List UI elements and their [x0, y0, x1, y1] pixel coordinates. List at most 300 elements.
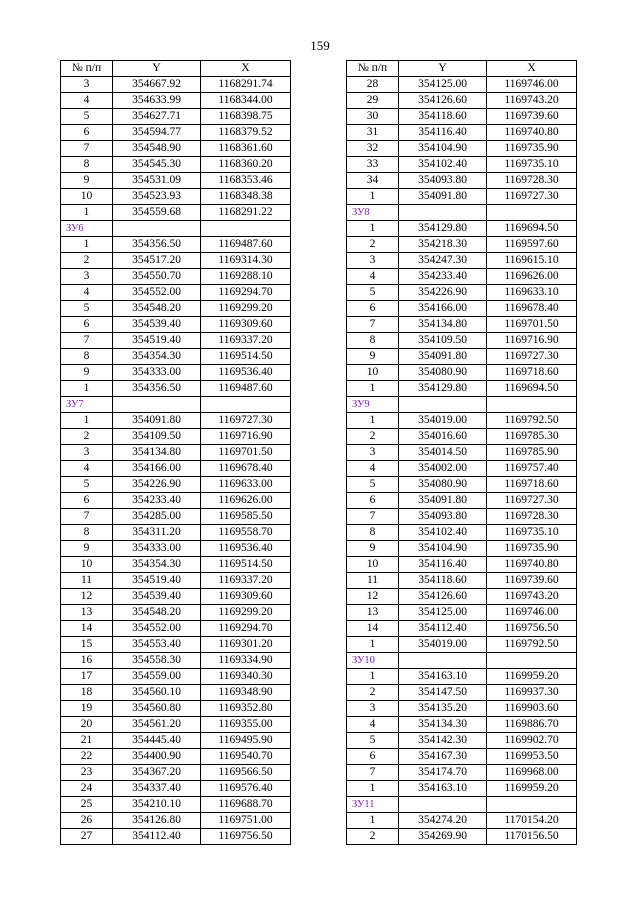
y-coordinate-cell: 354125.00	[399, 77, 487, 93]
point-number-cell: 8	[61, 525, 113, 541]
y-coordinate-cell: 354561.20	[113, 717, 201, 733]
x-coordinate-cell: 1169633.10	[487, 285, 577, 301]
x-coordinate-cell: 1169792.50	[487, 413, 577, 429]
table-row	[347, 477, 577, 493]
point-number-cell: 13	[347, 605, 399, 621]
empty-cell	[399, 205, 487, 221]
y-coordinate-cell: 354627.71	[113, 109, 201, 125]
table-row	[61, 653, 291, 669]
point-number-cell: 3	[61, 269, 113, 285]
point-number-cell: 8	[347, 333, 399, 349]
table-row	[61, 157, 291, 173]
y-coordinate-cell: 354080.90	[399, 365, 487, 381]
y-coordinate-cell: 354091.80	[399, 349, 487, 365]
section-label: ЗУ11	[347, 797, 399, 813]
section-header-row	[61, 397, 291, 413]
section-header-row	[347, 205, 577, 221]
point-number-cell: 6	[61, 125, 113, 141]
table-row	[61, 301, 291, 317]
table-row	[61, 605, 291, 621]
y-coordinate-cell: 354166.00	[113, 461, 201, 477]
x-coordinate-cell: 1170156.50	[487, 829, 577, 845]
x-coordinate-cell: 1169740.80	[487, 125, 577, 141]
x-coordinate-cell: 1169756.50	[487, 621, 577, 637]
table-row	[61, 205, 291, 221]
y-coordinate-cell: 354445.40	[113, 733, 201, 749]
point-number-cell: 31	[347, 125, 399, 141]
empty-cell	[399, 653, 487, 669]
point-number-cell: 14	[61, 621, 113, 637]
y-coordinate-cell: 354539.40	[113, 317, 201, 333]
table-row	[61, 477, 291, 493]
x-coordinate-cell: 1168361.60	[201, 141, 291, 157]
y-coordinate-cell: 354109.50	[399, 333, 487, 349]
point-number-cell: 3	[347, 701, 399, 717]
x-coordinate-cell: 1169728.30	[487, 509, 577, 525]
section-header-row	[347, 797, 577, 813]
y-coordinate-cell: 354548.90	[113, 141, 201, 157]
y-coordinate-cell: 354233.40	[399, 269, 487, 285]
x-coordinate-cell: 1169633.00	[201, 477, 291, 493]
table-row	[61, 109, 291, 125]
y-coordinate-cell: 354354.30	[113, 349, 201, 365]
y-coordinate-cell: 354311.20	[113, 525, 201, 541]
x-coordinate-cell: 1169337.20	[201, 573, 291, 589]
section-label: ЗУ10	[347, 653, 399, 669]
point-number-cell: 7	[61, 333, 113, 349]
point-number-cell: 23	[61, 765, 113, 781]
table-row	[61, 685, 291, 701]
x-coordinate-cell: 1169959.20	[487, 781, 577, 797]
table-row	[347, 541, 577, 557]
x-coordinate-cell: 1169597.60	[487, 237, 577, 253]
table-row	[347, 557, 577, 573]
table-row	[61, 701, 291, 717]
table-row	[61, 413, 291, 429]
x-coordinate-cell: 1169727.30	[487, 189, 577, 205]
point-number-cell: 2	[347, 237, 399, 253]
table-row	[347, 189, 577, 205]
table-row	[347, 365, 577, 381]
x-coordinate-cell: 1170154.20	[487, 813, 577, 829]
table-row	[347, 301, 577, 317]
x-coordinate-cell: 1169314.30	[201, 253, 291, 269]
y-coordinate-cell: 354285.00	[113, 509, 201, 525]
page-number: 159	[310, 38, 330, 53]
point-number-cell: 9	[61, 365, 113, 381]
table-row	[347, 93, 577, 109]
point-number-cell: 5	[61, 109, 113, 125]
point-number-cell: 4	[61, 93, 113, 109]
x-coordinate-cell: 1169718.60	[487, 477, 577, 493]
x-coordinate-cell: 1169337.20	[201, 333, 291, 349]
point-number-cell: 1	[61, 237, 113, 253]
point-number-cell: 11	[347, 573, 399, 589]
table-row	[347, 333, 577, 349]
y-coordinate-cell: 354367.20	[113, 765, 201, 781]
table-row	[61, 733, 291, 749]
y-coordinate-cell: 354356.50	[113, 381, 201, 397]
point-number-cell: 2	[347, 685, 399, 701]
point-number-cell: 9	[347, 349, 399, 365]
y-coordinate-cell: 354594.77	[113, 125, 201, 141]
x-coordinate-cell: 1169678.40	[201, 461, 291, 477]
point-number-cell: 10	[61, 189, 113, 205]
x-coordinate-cell: 1169735.90	[487, 141, 577, 157]
y-coordinate-cell: 354337.40	[113, 781, 201, 797]
y-coordinate-cell: 354166.00	[399, 301, 487, 317]
table-row	[347, 125, 577, 141]
y-coordinate-cell: 354558.30	[113, 653, 201, 669]
y-coordinate-cell: 354552.00	[113, 621, 201, 637]
coordinates-table-left	[60, 60, 291, 845]
table-row	[347, 813, 577, 829]
x-coordinate-cell: 1169558.70	[201, 525, 291, 541]
table-row	[347, 413, 577, 429]
x-coordinate-cell: 1168360.20	[201, 157, 291, 173]
y-coordinate-cell: 354104.90	[399, 541, 487, 557]
table-row	[347, 717, 577, 733]
table-row	[61, 317, 291, 333]
x-coordinate-cell: 1169626.00	[487, 269, 577, 285]
x-coordinate-cell: 1169716.90	[201, 429, 291, 445]
y-coordinate-cell: 354539.40	[113, 589, 201, 605]
x-coordinate-cell: 1169536.40	[201, 541, 291, 557]
table-row	[347, 109, 577, 125]
point-number-cell: 8	[347, 525, 399, 541]
table-row	[61, 749, 291, 765]
y-coordinate-cell: 354002.00	[399, 461, 487, 477]
point-number-cell: 2	[61, 253, 113, 269]
table-row	[61, 141, 291, 157]
x-coordinate-cell: 1169902.70	[487, 733, 577, 749]
table-row	[61, 829, 291, 845]
y-coordinate-cell: 354126.60	[399, 589, 487, 605]
column-header-x: X	[487, 61, 577, 77]
y-coordinate-cell: 354559.68	[113, 205, 201, 221]
point-number-cell: 5	[347, 477, 399, 493]
point-number-cell: 29	[347, 93, 399, 109]
y-coordinate-cell: 354559.00	[113, 669, 201, 685]
point-number-cell: 6	[347, 749, 399, 765]
x-coordinate-cell: 1169746.00	[487, 605, 577, 621]
table-row	[61, 173, 291, 189]
point-number-cell: 24	[61, 781, 113, 797]
x-coordinate-cell: 1169743.20	[487, 589, 577, 605]
x-coordinate-cell: 1169740.80	[487, 557, 577, 573]
y-coordinate-cell: 354550.70	[113, 269, 201, 285]
table-row	[347, 141, 577, 157]
point-number-cell: 9	[61, 173, 113, 189]
x-coordinate-cell: 1169309.60	[201, 589, 291, 605]
y-coordinate-cell: 354129.80	[399, 381, 487, 397]
x-coordinate-cell: 1169294.70	[201, 621, 291, 637]
table-row	[61, 333, 291, 349]
point-number-cell: 3	[347, 253, 399, 269]
y-coordinate-cell: 354333.00	[113, 365, 201, 381]
y-coordinate-cell: 354093.80	[399, 509, 487, 525]
x-coordinate-cell: 1169785.90	[487, 445, 577, 461]
x-coordinate-cell: 1169937.30	[487, 685, 577, 701]
point-number-cell: 4	[347, 717, 399, 733]
table-row	[347, 829, 577, 845]
x-coordinate-cell: 1169301.20	[201, 637, 291, 653]
point-number-cell: 8	[61, 157, 113, 173]
x-coordinate-cell: 1169566.50	[201, 765, 291, 781]
point-number-cell: 22	[61, 749, 113, 765]
point-number-cell: 7	[347, 765, 399, 781]
point-number-cell: 1	[347, 669, 399, 685]
table-row	[347, 237, 577, 253]
table-row	[61, 253, 291, 269]
point-number-cell: 7	[61, 141, 113, 157]
y-coordinate-cell: 354519.40	[113, 333, 201, 349]
section-label: ЗУ6	[61, 221, 113, 237]
point-number-cell: 9	[61, 541, 113, 557]
table-row	[61, 541, 291, 557]
y-coordinate-cell: 354112.40	[113, 829, 201, 845]
column-header-number: № п/п	[347, 61, 399, 77]
y-coordinate-cell: 354226.90	[399, 285, 487, 301]
y-coordinate-cell: 354019.00	[399, 413, 487, 429]
point-number-cell: 28	[347, 77, 399, 93]
table-row	[61, 285, 291, 301]
x-coordinate-cell: 1169746.00	[487, 77, 577, 93]
x-coordinate-cell: 1169739.60	[487, 109, 577, 125]
x-coordinate-cell: 1169678.40	[487, 301, 577, 317]
y-coordinate-cell: 354102.40	[399, 525, 487, 541]
y-coordinate-cell: 354519.40	[113, 573, 201, 589]
x-coordinate-cell: 1169727.30	[201, 413, 291, 429]
y-coordinate-cell: 354134.80	[113, 445, 201, 461]
x-coordinate-cell: 1169739.60	[487, 573, 577, 589]
table-row	[61, 429, 291, 445]
x-coordinate-cell: 1169701.50	[201, 445, 291, 461]
section-label: ЗУ9	[347, 397, 399, 413]
x-coordinate-cell: 1169688.70	[201, 797, 291, 813]
y-coordinate-cell: 354102.40	[399, 157, 487, 173]
table-row	[347, 573, 577, 589]
table-row	[61, 621, 291, 637]
table-row	[61, 349, 291, 365]
point-number-cell: 7	[61, 509, 113, 525]
point-number-cell: 8	[61, 349, 113, 365]
point-number-cell: 14	[347, 621, 399, 637]
point-number-cell: 1	[347, 413, 399, 429]
x-coordinate-cell: 1169495.90	[201, 733, 291, 749]
x-coordinate-cell: 1169309.60	[201, 317, 291, 333]
table-row	[61, 573, 291, 589]
y-coordinate-cell: 354134.30	[399, 717, 487, 733]
y-coordinate-cell: 354531.09	[113, 173, 201, 189]
y-coordinate-cell: 354274.20	[399, 813, 487, 829]
point-number-cell: 3	[61, 77, 113, 93]
x-coordinate-cell: 1168348.38	[201, 189, 291, 205]
column-header-number: № п/п	[61, 61, 113, 77]
y-coordinate-cell: 354112.40	[399, 621, 487, 637]
point-number-cell: 6	[61, 317, 113, 333]
x-coordinate-cell: 1168353.46	[201, 173, 291, 189]
table-row	[61, 637, 291, 653]
x-coordinate-cell: 1169355.00	[201, 717, 291, 733]
x-coordinate-cell: 1169792.50	[487, 637, 577, 653]
point-number-cell: 6	[347, 493, 399, 509]
empty-cell	[113, 397, 201, 413]
point-number-cell: 5	[347, 285, 399, 301]
point-number-cell: 7	[347, 317, 399, 333]
table-header-row	[61, 61, 291, 77]
x-coordinate-cell: 1169299.20	[201, 301, 291, 317]
point-number-cell: 21	[61, 733, 113, 749]
x-coordinate-cell: 1169968.00	[487, 765, 577, 781]
coordinates-table-right	[346, 60, 577, 845]
table-row	[347, 445, 577, 461]
x-coordinate-cell: 1169514.50	[201, 349, 291, 365]
x-coordinate-cell: 1169735.90	[487, 541, 577, 557]
y-coordinate-cell: 354163.10	[399, 669, 487, 685]
column-header-y: Y	[113, 61, 201, 77]
table-row	[347, 509, 577, 525]
x-coordinate-cell: 1169694.50	[487, 221, 577, 237]
table-row	[61, 525, 291, 541]
x-coordinate-cell: 1169727.30	[487, 493, 577, 509]
x-coordinate-cell: 1169294.70	[201, 285, 291, 301]
point-number-cell: 32	[347, 141, 399, 157]
x-coordinate-cell: 1169536.40	[201, 365, 291, 381]
point-number-cell: 12	[347, 589, 399, 605]
x-coordinate-cell: 1169728.30	[487, 173, 577, 189]
point-number-cell: 34	[347, 173, 399, 189]
empty-cell	[201, 221, 291, 237]
y-coordinate-cell: 354545.30	[113, 157, 201, 173]
point-number-cell: 1	[347, 381, 399, 397]
section-label: ЗУ8	[347, 205, 399, 221]
table-row	[61, 765, 291, 781]
table-row	[61, 365, 291, 381]
table-row	[61, 237, 291, 253]
y-coordinate-cell: 354226.90	[113, 477, 201, 493]
point-number-cell: 1	[61, 381, 113, 397]
point-number-cell: 7	[347, 509, 399, 525]
y-coordinate-cell: 354163.10	[399, 781, 487, 797]
table-row	[347, 493, 577, 509]
point-number-cell: 12	[61, 589, 113, 605]
y-coordinate-cell: 354552.00	[113, 285, 201, 301]
table-row	[61, 557, 291, 573]
point-number-cell: 10	[347, 557, 399, 573]
y-coordinate-cell: 354126.80	[113, 813, 201, 829]
point-number-cell: 5	[347, 733, 399, 749]
table-row	[61, 493, 291, 509]
y-coordinate-cell: 354091.80	[399, 493, 487, 509]
table-row	[347, 589, 577, 605]
y-coordinate-cell: 354116.40	[399, 557, 487, 573]
table-row	[61, 77, 291, 93]
y-coordinate-cell: 354269.90	[399, 829, 487, 845]
table-row	[347, 269, 577, 285]
point-number-cell: 4	[347, 269, 399, 285]
y-coordinate-cell: 354118.60	[399, 573, 487, 589]
point-number-cell: 6	[347, 301, 399, 317]
y-coordinate-cell: 354118.60	[399, 109, 487, 125]
y-coordinate-cell: 354333.00	[113, 541, 201, 557]
point-number-cell: 1	[347, 637, 399, 653]
x-coordinate-cell: 1169694.50	[487, 381, 577, 397]
y-coordinate-cell: 354233.40	[113, 493, 201, 509]
x-coordinate-cell: 1169540.70	[201, 749, 291, 765]
y-coordinate-cell: 354116.40	[399, 125, 487, 141]
x-coordinate-cell: 1169701.50	[487, 317, 577, 333]
table-row	[347, 637, 577, 653]
empty-cell	[399, 797, 487, 813]
table-row	[347, 525, 577, 541]
table-row	[61, 781, 291, 797]
y-coordinate-cell: 354356.50	[113, 237, 201, 253]
point-number-cell: 26	[61, 813, 113, 829]
table-row	[347, 461, 577, 477]
x-coordinate-cell: 1169886.70	[487, 717, 577, 733]
y-coordinate-cell: 354548.20	[113, 301, 201, 317]
table-row	[61, 797, 291, 813]
table-row	[347, 669, 577, 685]
table-header-row	[347, 61, 577, 77]
y-coordinate-cell: 354354.30	[113, 557, 201, 573]
table-row	[61, 189, 291, 205]
table-row	[347, 685, 577, 701]
table-row	[61, 269, 291, 285]
point-number-cell: 1	[347, 189, 399, 205]
x-coordinate-cell: 1169735.10	[487, 157, 577, 173]
point-number-cell: 10	[347, 365, 399, 381]
x-coordinate-cell: 1169727.30	[487, 349, 577, 365]
section-header-row	[61, 221, 291, 237]
x-coordinate-cell: 1169487.60	[201, 381, 291, 397]
point-number-cell: 1	[61, 205, 113, 221]
point-number-cell: 2	[347, 829, 399, 845]
x-coordinate-cell: 1169959.20	[487, 669, 577, 685]
empty-cell	[487, 797, 577, 813]
table-row	[347, 621, 577, 637]
y-coordinate-cell: 354135.20	[399, 701, 487, 717]
table-row	[61, 589, 291, 605]
y-coordinate-cell: 354093.80	[399, 173, 487, 189]
point-number-cell: 3	[61, 445, 113, 461]
column-header-y: Y	[399, 61, 487, 77]
x-coordinate-cell: 1168398.75	[201, 109, 291, 125]
y-coordinate-cell: 354553.40	[113, 637, 201, 653]
y-coordinate-cell: 354174.70	[399, 765, 487, 781]
section-label: ЗУ7	[61, 397, 113, 413]
x-coordinate-cell: 1169299.20	[201, 605, 291, 621]
point-number-cell: 15	[61, 637, 113, 653]
y-coordinate-cell: 354109.50	[113, 429, 201, 445]
x-coordinate-cell: 1169735.10	[487, 525, 577, 541]
y-coordinate-cell: 354014.50	[399, 445, 487, 461]
y-coordinate-cell: 354560.10	[113, 685, 201, 701]
point-number-cell: 1	[347, 781, 399, 797]
point-number-cell: 4	[61, 285, 113, 301]
point-number-cell: 2	[347, 429, 399, 445]
x-coordinate-cell: 1168291.22	[201, 205, 291, 221]
point-number-cell: 1	[61, 413, 113, 429]
point-number-cell: 4	[347, 461, 399, 477]
table-row	[347, 765, 577, 781]
point-number-cell: 1	[347, 221, 399, 237]
point-number-cell: 18	[61, 685, 113, 701]
empty-cell	[487, 205, 577, 221]
table-row	[61, 125, 291, 141]
y-coordinate-cell: 354548.20	[113, 605, 201, 621]
